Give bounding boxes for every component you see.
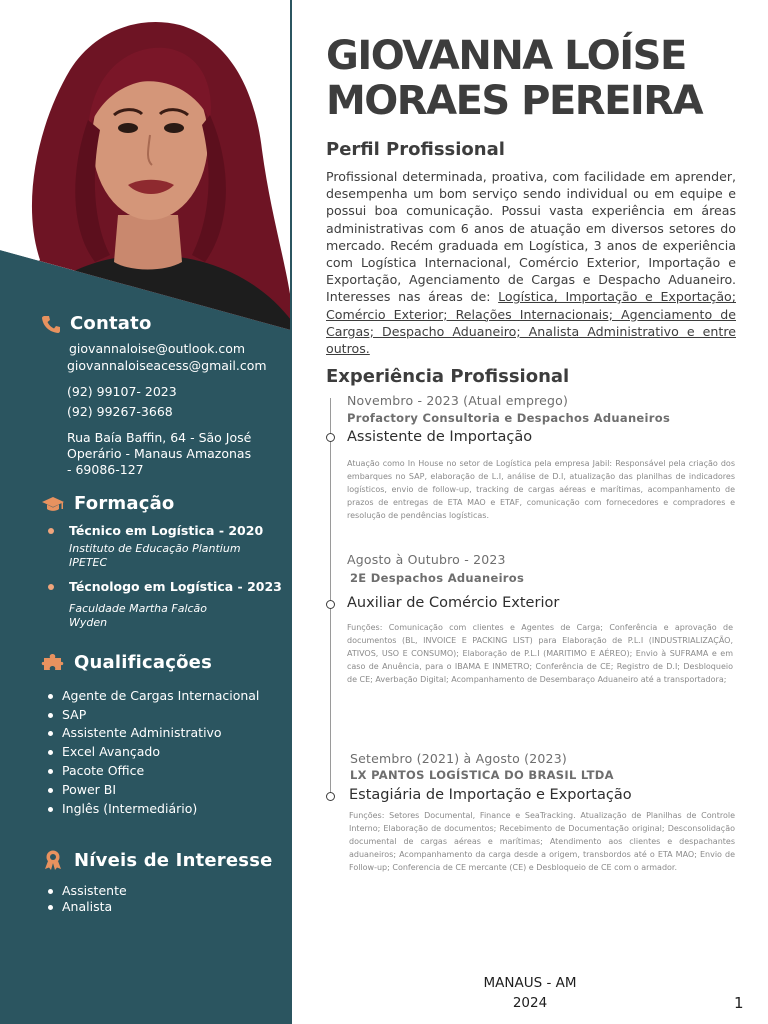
education-heading <box>40 493 175 514</box>
contact-title: Contato <box>70 313 152 334</box>
experience-date: Agosto à Outubro - 2023 <box>347 552 506 567</box>
timeline-node <box>326 792 335 801</box>
qualifications-heading <box>40 652 212 673</box>
address-line-1: Rua Baía Baffin, 64 - São José <box>67 430 252 445</box>
experience-company: Profactory Consultoria e Despachos Aduaneiros <box>347 411 671 425</box>
list-item: Pacote Office <box>46 763 286 778</box>
phone-secondary[interactable]: (92) 99267-3668 <box>67 404 173 419</box>
interests-title: Níveis de Interesse <box>74 849 273 871</box>
list-item: Agente de Cargas Internacional <box>46 688 286 703</box>
name-second-line: MORAES PEREIRA <box>326 78 703 124</box>
timeline-node <box>326 600 335 609</box>
bullet <box>48 584 54 590</box>
bullet <box>48 528 54 534</box>
experience-description: Atuação como In House no setor de Logística pela empresa Jabil: Responsável pela criação dos embarques no SAP, elaboração de L.I, análise de D.I, atualização das planilhas de indicadores logísticos, envio de follow-up, tracking de cargas aéreas e marítimas, acompanhamento de prazos de entregas de ETA MAO e ETAF, comunicação com fornecedores e compradores e resolução de pendências logísticas. <box>347 459 735 520</box>
footer-year: 2024 <box>512 995 548 1011</box>
experience-role: Assistente de Importação <box>347 429 533 445</box>
experience-heading: Experiência Profissional <box>326 366 570 387</box>
profile-interest-areas: Logística, Importação e Exportação; Comércio Exterior; Relações Internacionais; Agenciamento de Cargas; Despacho Aduaneiro; Analista Administrativo e entre outros. <box>326 289 736 357</box>
page-number: 1 <box>734 994 744 1012</box>
footer-city: MANAUS - AM <box>483 975 577 991</box>
address-line-3: - 69086-127 <box>67 462 144 477</box>
education-school-line-1: Instituto de Educação Plantium <box>69 542 241 555</box>
education-school-line-1: Faculdade Martha Falcão <box>69 602 208 615</box>
email-primary[interactable]: giovannaloise@outlook.com <box>69 341 246 356</box>
education-school-line-2: IPETEC <box>69 556 108 569</box>
list-item: SAP <box>46 707 286 722</box>
education-course: Técnico em Logística - 2020 <box>69 523 264 538</box>
phone-primary[interactable]: (92) 99107- 2023 <box>67 384 177 399</box>
graduation-cap-icon <box>40 494 66 514</box>
experience-company: LX PANTOS LOGÍSTICA DO BRASIL LTDA <box>350 768 614 782</box>
profile-heading: Perfil Profissional <box>326 139 505 160</box>
puzzle-icon <box>40 653 66 673</box>
qualifications-title: Qualificações <box>74 652 212 673</box>
experience-description: Funções: Comunicação com clientes e Agentes de Carga; Conferência e aprovação de documentos (BL, INVOICE E PACKING LIST) para Elaboração de P.L.I (INDUSTRIALIZAÇÃO, ATIVOS, USO E CONSUMO); Elaboração de P.L.I (MARITIMO E AÉREO); Envio à SUFRAMA e em caso de Anuência, para o IBAMA E INMETRO; Conferência de CE; Registro de D.I; Desbloqueio de CE; Averbação Digital; Acompanhamento de Desembaraço Aduaneiro até a transportadora; <box>347 623 733 684</box>
interests-list <box>46 883 286 914</box>
list-item: Inglês (Intermediário) <box>46 801 286 816</box>
list-item: Assistente <box>46 883 286 898</box>
column-divider <box>290 0 292 1024</box>
timeline-node <box>326 433 335 442</box>
experience-date: Novembro - 2023 (Atual emprego) <box>347 393 569 408</box>
list-item: Power BI <box>46 782 286 797</box>
contact-heading <box>40 313 152 334</box>
qualifications-list <box>46 688 286 816</box>
sidebar <box>0 0 291 1024</box>
name-first-line: GIOVANNA LOÍSE <box>326 33 686 79</box>
experience-description: Funções: Setores Documental, Finance e SeaTracking. Atualização de Planilhas de Controle Interno; Elaboração de documentos; Recebimento de Documentação original; Desconsolidação documental de cargas aéreas e marítimas; Atendimento aos clientes e despachantes aduaneiros; Acompanhamento da carga desde a origem, transbordos até o ETA MAO; Envio de Follow-up; Conferencia de CE mercante (CE) e Desbloqueio de CE com o armador. <box>349 811 735 872</box>
email-secondary[interactable]: giovannaloiseacess@gmail.com <box>67 358 267 373</box>
experience-company: 2E Despachos Aduaneiros <box>350 571 525 585</box>
phone-icon <box>40 314 62 334</box>
interests-heading <box>40 849 273 871</box>
list-item: Assistente Administrativo <box>46 725 286 740</box>
education-item <box>69 579 291 630</box>
candidate-name <box>326 34 746 124</box>
list-item: Analista <box>46 899 286 914</box>
address-line-2: Operário - Manaus Amazonas <box>67 446 252 461</box>
education-course: Técnologo em Logística - 2023 <box>69 579 282 594</box>
profile-photo <box>0 0 291 330</box>
education-school-line-2: Wyden <box>69 616 108 629</box>
experience-date: Setembro (2021) à Agosto (2023) <box>350 751 567 766</box>
list-item: Excel Avançado <box>46 744 286 759</box>
experience-role: Estagiária de Importação e Exportação <box>349 787 632 803</box>
education-title: Formação <box>74 493 175 514</box>
experience-role: Auxiliar de Comércio Exterior <box>347 595 560 611</box>
profile-summary: Profissional determinada, proativa, com facilidade em aprender, desempenha um bom serviço sendo individual ou em equipe e possui boa comunicação. Possui vasta experiência em áreas administrativas com 6 anos de atuação em diversos setores do mercado. Recém graduada em Logística, 3 anos de experiência com Logística Internacional, Comércio Exterior, Importação e Exportação, Agenciamento de Cargas e Despacho Aduaneiro. Interesses nas áreas de: <box>326 169 736 305</box>
timeline-line <box>330 398 331 798</box>
profile-text <box>326 168 736 357</box>
award-icon <box>40 849 66 871</box>
education-item <box>69 523 291 570</box>
